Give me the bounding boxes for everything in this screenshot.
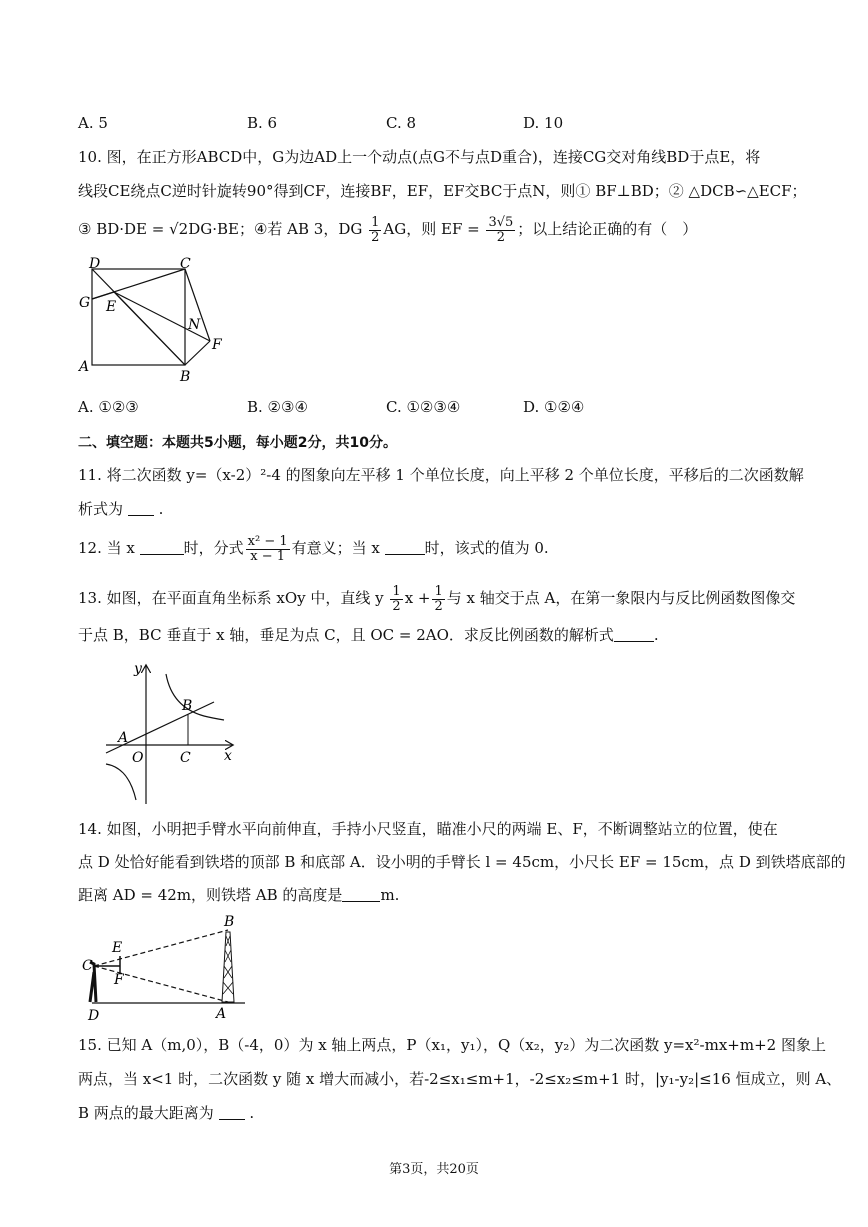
q10-line-1: 10. 图，在正方形ABCD中，G为边AD上一个动点(点G不与点D重合)，连接CG交对角线BD于点E，将 bbox=[78, 148, 761, 166]
q14-label-c: C bbox=[82, 958, 93, 974]
q14-line-3 bbox=[78, 884, 399, 906]
q10-option-c: C. ①②③④ bbox=[386, 398, 461, 416]
q13-figure bbox=[96, 656, 246, 806]
q14-line-1: 14. 如图，小明把手臂水平向前伸直，手持小尺竖直，瞄准小尺的两端 E、F，不断调整站立的位置，使在 bbox=[78, 820, 778, 838]
q14-line-3-b: m. bbox=[380, 886, 400, 904]
q13-label-a: A bbox=[118, 730, 129, 746]
q10-line-3-b: AG，则 EF = bbox=[383, 220, 485, 238]
q14-line-3-a: 距离 AD = 42m，则铁塔 AB 的高度是 bbox=[78, 886, 343, 904]
q11-answer-blank bbox=[128, 501, 154, 516]
q12-part-2: 时，分式 bbox=[183, 539, 244, 557]
q9-option-a: A. 5 bbox=[78, 114, 108, 132]
q13-line-2-text: 于点 B，BC 垂直于 x 轴，垂足为点 C，且 OC = 2AO．求反比例函数的解析式 bbox=[78, 626, 614, 644]
q12-part-3: 有意义；当 x bbox=[291, 539, 385, 557]
q13-label-c: C bbox=[180, 750, 191, 766]
q15-line-3-text: B 两点的最大距离为 bbox=[78, 1104, 214, 1122]
q13-label-y: y bbox=[134, 661, 142, 677]
section-2-title: 二、填空题：本题共5小题，每小题2分，共10分。 bbox=[78, 435, 397, 451]
q10-option-d: D. ①②④ bbox=[523, 398, 585, 416]
q10-frac-2: $\frac{3√5}{2}$ bbox=[488, 214, 514, 245]
q13-label-o: O bbox=[132, 750, 144, 766]
q14-answer-blank bbox=[342, 887, 380, 902]
q10-option-a: A. ①②③ bbox=[78, 398, 139, 416]
q10-label-b: B bbox=[180, 369, 191, 385]
q14-label-b: B bbox=[224, 914, 235, 930]
q14-figure bbox=[80, 912, 250, 1024]
q14-label-e: E bbox=[112, 940, 123, 956]
q14-line-2: 点 D 处恰好能看到铁塔的顶部 B 和底部 A．设小明的手臂长 l = 45cm，小尺长 EF = 15cm，点 D 到铁塔底部的 bbox=[78, 853, 846, 871]
q15-line-1: 15. 已知 A（m,0），B（-4，0）为 x 轴上两点，P（x₁，y₁），Q（x₂，y₂）为二次函数 y=x²-mx+m+2 图象上 bbox=[78, 1036, 826, 1054]
q10-line-3-a: ③ BD·DE = √2DG·BE；④若 AB 3，DG bbox=[78, 220, 368, 238]
q9-option-c: C. 8 bbox=[386, 114, 417, 132]
q10-frac-1: $\frac{1}{2}$ bbox=[371, 214, 380, 245]
q10-label-n: N bbox=[188, 317, 201, 333]
q9-option-b: B. 6 bbox=[247, 114, 278, 132]
q14-label-f: F bbox=[114, 972, 124, 988]
q14-label-d: D bbox=[88, 1008, 100, 1024]
q13-line-1 bbox=[78, 580, 795, 616]
q10-label-a: A bbox=[79, 359, 90, 375]
q10-line-3 bbox=[78, 212, 697, 246]
q12-fraction: $\frac{\text{x² − 1}}{x - 1}$ bbox=[247, 533, 288, 564]
q12-blank-1 bbox=[140, 540, 184, 555]
q13-line-1-b: x + bbox=[404, 589, 431, 607]
q13-frac-2: $\frac{1}{2}$ bbox=[434, 583, 443, 614]
q10-line-2: 线段CE绕点C逆时针旋转90°得到CF，连接BF，EF，EF交BC于点N，则① BF⊥BD；② △DCB∽△ECF； bbox=[78, 182, 807, 200]
q10-label-e: E bbox=[106, 299, 117, 315]
q10-label-c: C bbox=[180, 256, 191, 272]
q13-line-1-c: 与 x 轴交于点 A，在第一象限内与反比例函数图像交 bbox=[446, 589, 796, 607]
q13-label-x: x bbox=[224, 748, 232, 764]
q12-part-1: 12. 当 x bbox=[78, 539, 140, 557]
q13-frac-1: $\frac{1}{2}$ bbox=[392, 583, 401, 614]
q11-line-1: 11. 将二次函数 y=（x-2）²-4 的图象向左平移 1 个单位长度，向上平移 2 个单位长度，平移后的二次函数解 bbox=[78, 466, 804, 484]
q13-answer-blank bbox=[614, 627, 654, 642]
q10-label-g: G bbox=[79, 295, 91, 311]
q10-figure bbox=[76, 255, 226, 385]
q12-blank-2 bbox=[385, 540, 425, 555]
q13-label-b: B bbox=[182, 698, 193, 714]
q9-option-d: D. 10 bbox=[523, 114, 564, 132]
q10-option-b: B. ②③④ bbox=[247, 398, 308, 416]
q15-answer-blank bbox=[219, 1105, 245, 1120]
q10-label-f: F bbox=[212, 337, 222, 353]
q12-line bbox=[78, 530, 549, 566]
q10-label-d: D bbox=[89, 256, 101, 272]
page-footer: 第3页，共20页 bbox=[389, 1162, 479, 1177]
q15-line-2: 两点，当 x<1 时，二次函数 y 随 x 增大而减小，若-2≤x₁≤m+1，-2≤x₂≤m+1 时，|y₁-y₂|≤16 恒成立，则 A、 bbox=[78, 1070, 842, 1088]
q11-line-2-text: 析式为 bbox=[78, 500, 124, 518]
q11-line-2: 析式为 . bbox=[78, 500, 164, 518]
q15-line-3: B 两点的最大距离为 . bbox=[78, 1104, 255, 1122]
q12-part-4: 时，该式的值为 0. bbox=[424, 539, 549, 557]
q13-line-1-a: 13. 如图，在平面直角坐标系 xOy 中，直线 y bbox=[78, 589, 389, 607]
q13-line-2: 于点 B，BC 垂直于 x 轴，垂足为点 C，且 OC = 2AO．求反比例函数的解析式 . bbox=[78, 626, 659, 644]
q14-label-a: A bbox=[216, 1006, 227, 1022]
q10-line-3-c: ；以上结论正确的有（ ） bbox=[517, 220, 698, 238]
